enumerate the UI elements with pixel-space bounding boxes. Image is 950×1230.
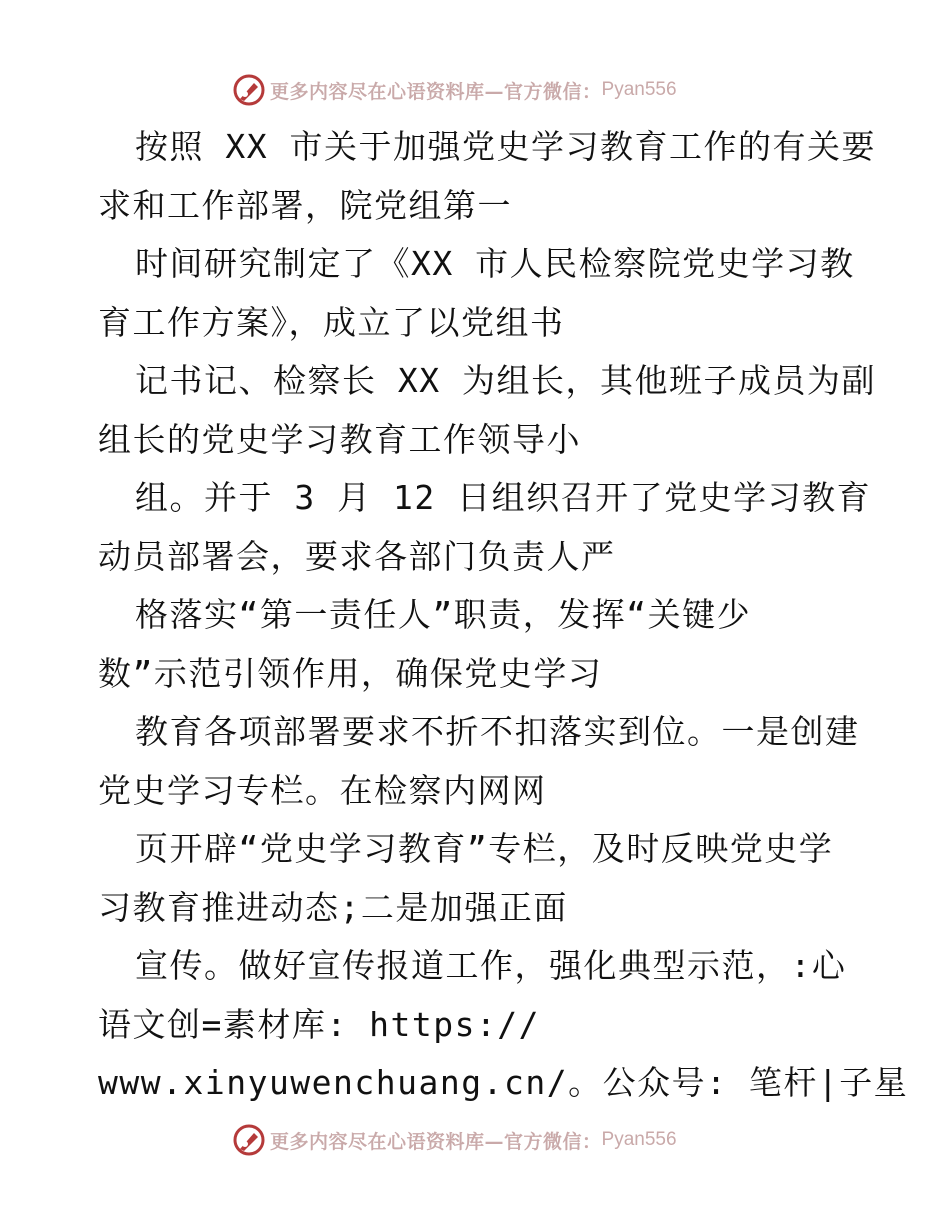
text-line: 动员部署会，要求各部门负责人严 xyxy=(98,536,616,576)
text-line: 习教育推进动态;二是加强正面 xyxy=(98,887,568,927)
banner-text: 更多内容尽在心语资料库—官方微信： xyxy=(270,80,602,103)
text-line: 求和工作部署，院党组第一 xyxy=(98,185,512,225)
pen-logo-icon xyxy=(232,1123,266,1157)
banner-handle: Pyan556 xyxy=(601,79,677,100)
text-line: 记书记、检察长 XX 为组长，其他班子成员为副 xyxy=(135,361,876,400)
text-line: 育工作方案》，成立了以党组书 xyxy=(98,302,565,342)
text-line: 宣传。做好宣传报道工作，强化典型示范，:心 xyxy=(135,946,847,985)
text-line: www.xinyuwenchuang.cn/。公众号: 笔杆|子星 xyxy=(98,1063,909,1102)
text-line: 页开辟“党史学习教育”专栏，及时反映党史学 xyxy=(135,829,834,868)
pen-logo-icon xyxy=(232,73,266,107)
text-line: 组。并于 3 月 12 日组织召开了党史学习教育 xyxy=(135,478,872,517)
text-line: 组长的党史学习教育工作领导小 xyxy=(98,419,581,459)
text-line: 按照 XX 市关于加强党史学习教育工作的有关要 xyxy=(135,127,876,166)
text-line: 语文创=素材库: https:// xyxy=(98,1004,541,1044)
text-line: 教育各项部署要求不折不扣落实到位。一是创建 xyxy=(135,712,860,751)
banner-handle: Pyan556 xyxy=(601,1129,677,1150)
header-banner xyxy=(232,70,677,110)
banner-text: 更多内容尽在心语资料库—官方微信： xyxy=(270,1130,602,1153)
text-line: 时间研究制定了《XX 市人民检察院党史学习教 xyxy=(135,244,855,283)
document-body xyxy=(0,118,950,1113)
text-line: 数”示范引领作用，确保党史学习 xyxy=(98,653,603,693)
text-line: 党史学习专栏。在检察内网网 xyxy=(98,770,547,810)
text-line: 格落实“第一责任人”职责，发挥“关键少 xyxy=(135,595,752,634)
footer-banner xyxy=(232,1120,677,1160)
